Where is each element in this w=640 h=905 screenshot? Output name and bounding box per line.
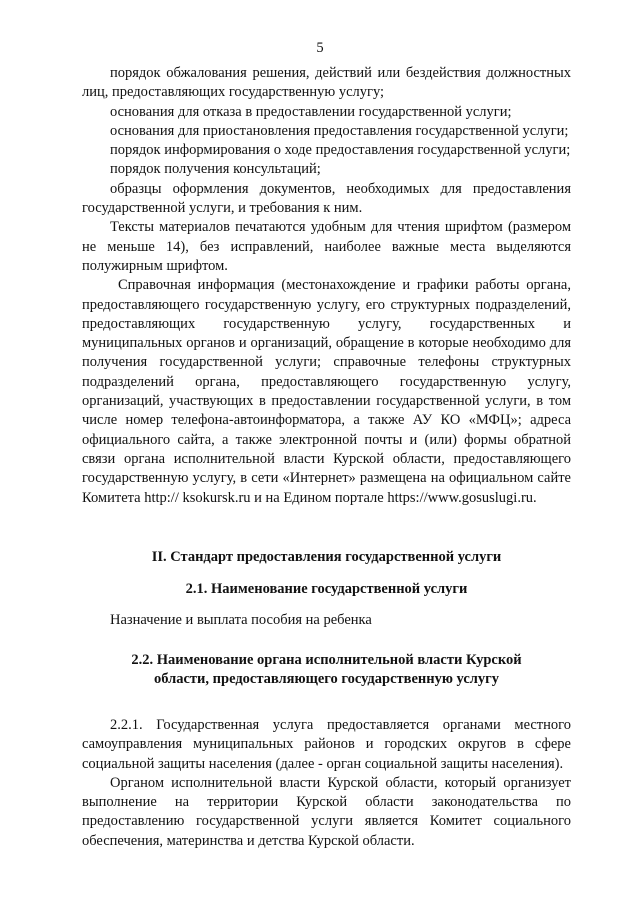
list-item: порядок обжалования решения, действий или бездействия должностных лиц, предоставляющих государственную услугу; [82,65,571,101]
list-item: порядок информирования о ходе предоставления государственной услуги; [110,142,571,159]
list-item: образцы оформления документов, необходимых для предоставления государственной услуги, и требования к ним. [82,180,571,217]
subsection-2-2-paragraph: 2.2.1. Государственная услуга предоставляется органами местного самоуправления муниципальных районов и городских округов в сфере социальной защиты населения (далее - орган социальной защиты населения). [82,717,571,772]
subsection-2-1-text: Назначение и выплата пособия на ребенка [110,612,372,628]
subsection-2-2-paragraph: Органом исполнительной власти Курской области, который организует выполнение на территории Курской области законодательства по предоставлению государственной услуги является Комитет социального обеспечения, материнства и детства Курской области. [82,774,571,849]
subsection-2-2-heading-line2: области, предоставляющего государственную услугу [153,671,500,687]
subsection-2-1-heading: 2.1. Наименование государственной услуги [185,581,468,597]
page-number: 5 [316,40,324,56]
reference-paragraph: Справочная информация (местонахождение и графики работы органа, предоставляющего государственную услугу, его структурных подразделений, предоставляющих государственную услугу, государственных и муниципальных органов и организаций, обращение в которые необходимо для получения государственной услуги; справочные телефоны структурных подразделений органа, предоставляющего государственную услугу, организаций, участвующих в предоставлении государственной услуги, в том числе номер телефона-автоинформатора, а также АУ КО «МФЦ»; адреса официального сайта, а также электронной почты и (или) формы обратной связи органа исполнительной власти Курской области, предоставляющего государственную услугу, в сети «Интернет» размещена на официальном сайте Комитета http:// ksokursk.ru и на Едином портале https://www.gosuslugi.ru. [82,277,571,506]
texts-paragraph: Тексты материалов печатаются удобным для чтения шрифтом (размером не меньше 14), без исправлений, наиболее важные места выделяются полужирным шрифтом. [82,219,571,274]
list-item: основания для приостановления предоставления государственной услуги; [110,122,569,139]
list-item: порядок получения консультаций; [110,161,321,178]
list-item: основания для отказа в предоставлении государственной услуги; [110,103,512,120]
subsection-2-2-heading-line1: 2.2. Наименование органа исполнительной власти Курской [131,652,522,668]
body-text-block [82,64,571,508]
section-heading: II. Стандарт предоставления государственной услуги [151,549,502,565]
subsection-2-2-body [82,716,571,851]
